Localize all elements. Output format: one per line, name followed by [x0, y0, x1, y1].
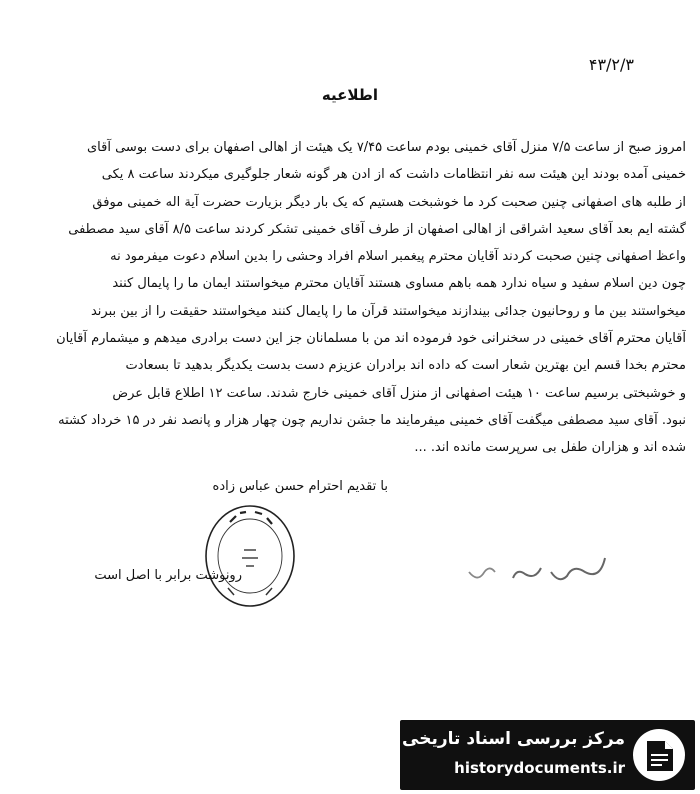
body-line: آقایان محترم آقای خمینی در سخنرانی خود فرموده اند من با مسلمانان جز این دست برادری میدهم و میشمارم آقایان: [56, 331, 686, 347]
copy-certification: رونوشت برابر با اصل است: [94, 568, 242, 583]
signature: [455, 550, 615, 590]
body-line: محترم بخدا قسم این بهترین شعار است که داده اند برادران عزیزم دست بدست یکدیگر بدهید تا بسعادت: [125, 358, 686, 374]
document-archive-icon: [631, 727, 687, 783]
document-title: اطلاعیه: [321, 86, 379, 104]
official-stamp: [200, 500, 300, 612]
body-line: از طلبه های اصفهانی چنین صحبت کرد ما خوشبخت هستیم که یک بار دیگر بزیارت حضرت آیة اله خمینی موفق: [92, 194, 686, 210]
archive-watermark: [400, 720, 695, 790]
document-date: ۴۳/۲/۳: [588, 55, 634, 74]
body-line: میخواستند بین ما و روحانیون جدائی بیندازند میخواستند قرآن ما را پایمال کنند میخواستند حقیقت را از بین ببرند: [90, 303, 686, 319]
body-line: خمینی آمده بودند این هیئت سه نفر انتظامات داشت که از ادن هر گونه شعار جلوگیری میکردند ساعت ۸ یکی: [101, 167, 686, 183]
body-line: و خوشبختی برسیم ساعت ۱۰ هیئت اصفهانی از منزل آقای خمینی خارج شدند. ساعت ۱۲ اطلاع قابل عرض: [112, 385, 686, 401]
document-body: [8, 134, 686, 462]
body-line: امروز صبح از ساعت ۷/۵ منزل آقای خمینی بودم ساعت ۷/۴۵ یک هیئت از اهالی اصفهان برای دست بوسی آقای: [87, 140, 686, 155]
body-line: گشته ایم بعد آقای سعید اشراقی از اهالی اصفهان از طرف آقای خمینی تشکر کردند ساعت ۸/۵ آقای سید مصطفی: [68, 221, 686, 237]
closing-greeting: با تقدیم احترام حسن عباس زاده: [212, 479, 388, 494]
body-line: نبود. آقای سید مصطفی میگفت آقای خمینی میفرمایند ما جشن نداریم چون چهار هزار و پانصد نفر در ۱۵ خرداد کشته: [58, 412, 686, 428]
archive-url: historydocuments.ir: [454, 759, 625, 777]
body-line: واعظ اصفهانی چنین صحبت کردند آقایان محترم پیغمبر اسلام افراد وحشی را بدین اسلام دعوت میفرمود نه: [110, 249, 686, 265]
body-line: شده اند و هزاران طفل بی سرپرست مانده اند. ...: [414, 440, 686, 456]
archive-name: مرکز بررسی اسناد تاریخی: [402, 729, 625, 749]
body-line: چون دین اسلام سفید و سیاه ندارد همه باهم مساوی هستند آقایان محترم میخواستند ایمان ما را پایمال کنند: [112, 276, 686, 292]
